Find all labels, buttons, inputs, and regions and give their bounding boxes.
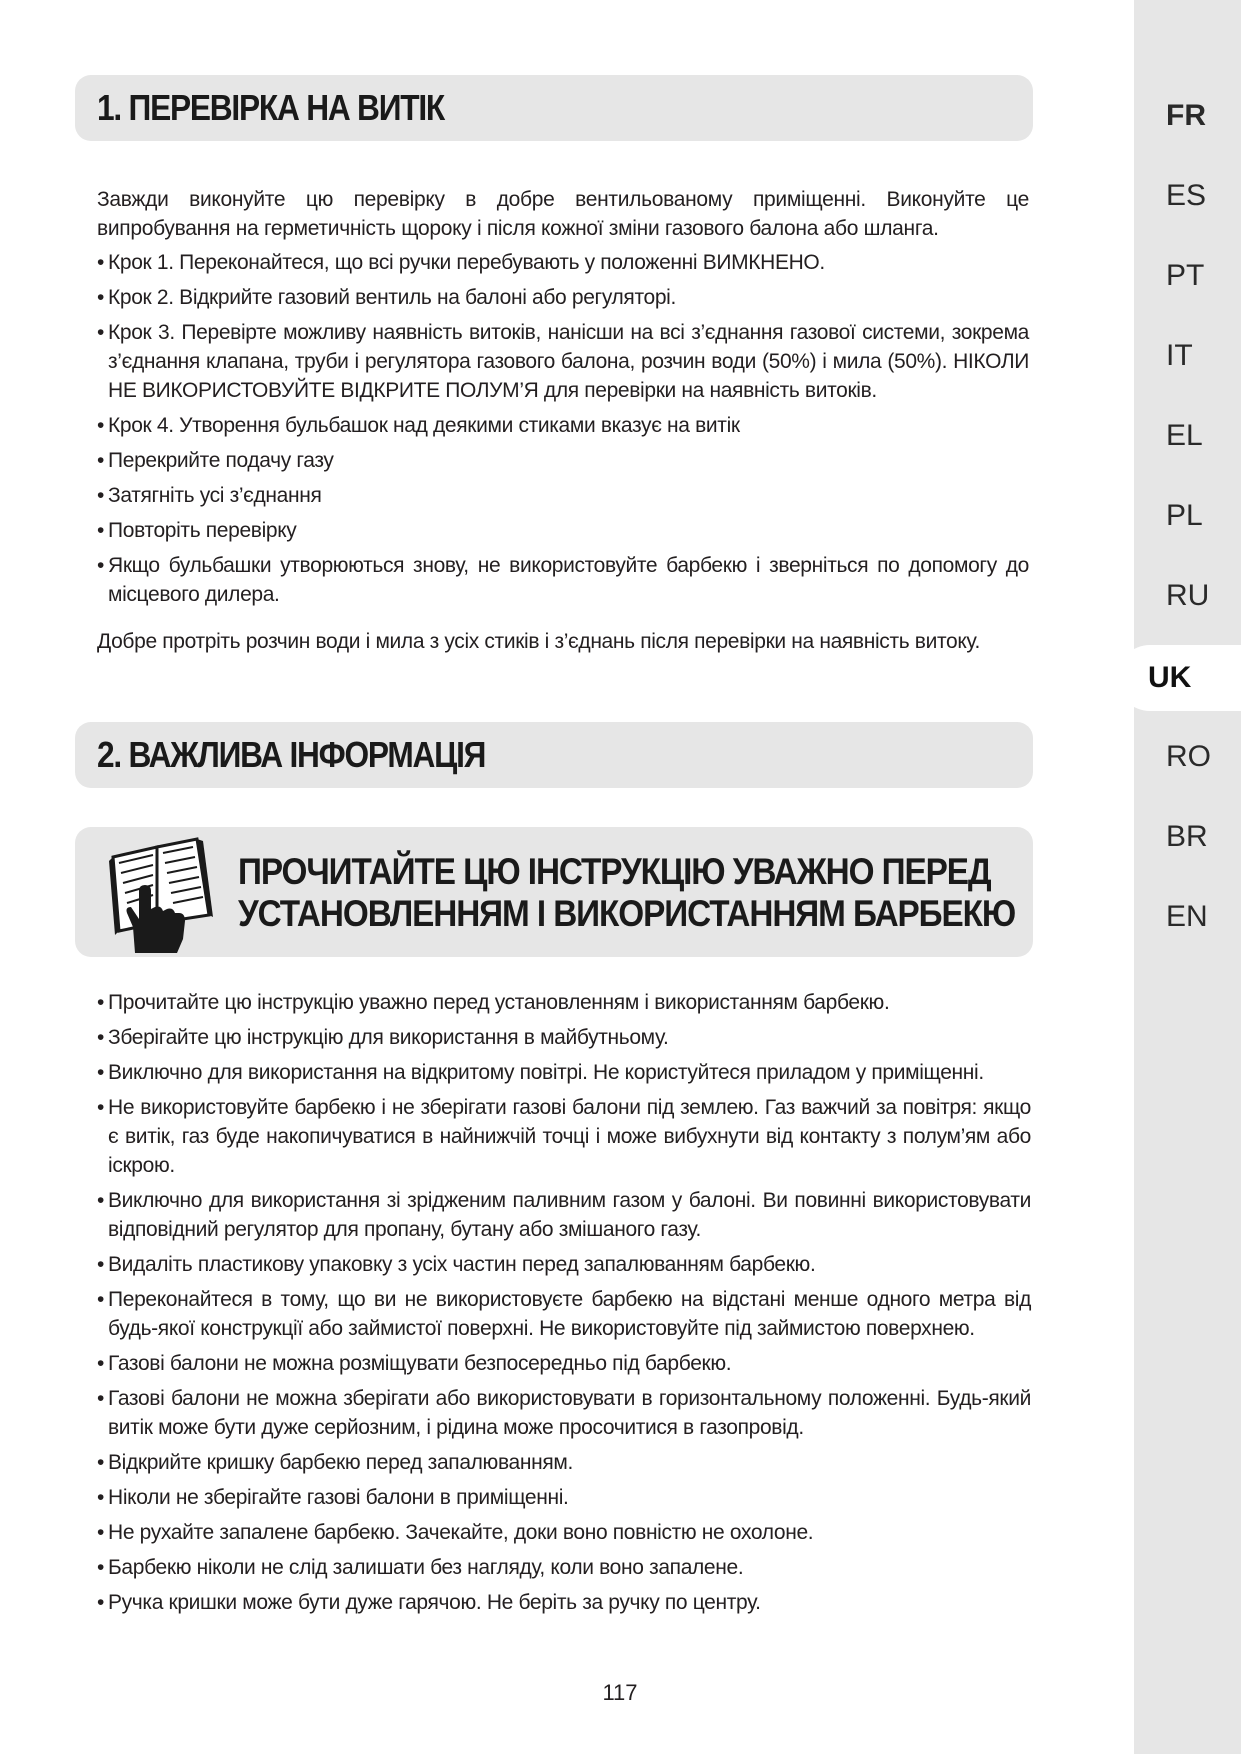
section-1-intro: Завжди виконуйте цю перевірку в добре вентильованому приміщенні. Виконуйте це випробування на герметичність щороку і після кожної зміни газового балона або шланга. xyxy=(97,188,1029,240)
banner-line-1: ПРОЧИТАЙТЕ ЦЮ ІНСТРУКЦІЮ УВАЖНО ПЕРЕД xyxy=(238,851,991,892)
list-item: • Крок 3. Перевірте можливу наявність витоків, нанісши на всі з’єднання газової системи, зокрема з’єднання клапана, труби і регулятора газового балона, розчин води (50%) і мила (50%). НІКОЛИ НЕ ВИКОРИСТОВУЙТЕ ВІДКРИТЕ ПОЛУМ’Я для перевірки на наявність витоків. xyxy=(97,318,1029,405)
list-item: • Переконайтеся в тому, що ви не використовуєте барбекю на відстані менше одного метра від будь-якої конструкції або займистої поверхні. Не використовуйте під займистою поверхнею. xyxy=(97,1285,1031,1343)
list-item: • Зберігайте цю інструкцію для використання в майбутньому. xyxy=(97,1023,1031,1052)
list-item: • Виключно для використання зі зрідженим паливним газом у балоні. Ви повинні використовувати відповідний регулятор для пропану, бутану або змішаного газу. xyxy=(97,1186,1031,1244)
lang-tab-el[interactable]: EL xyxy=(1166,419,1203,452)
section-2-title: 2. ВАЖЛИВА ІНФОРМАЦІЯ xyxy=(97,734,486,775)
lang-tab-ro[interactable]: RO xyxy=(1166,740,1211,773)
list-item: • Ніколи не зберігайте газові балони в приміщенні. xyxy=(97,1483,1031,1512)
section-2-body xyxy=(97,988,1031,1623)
lang-tab-pl[interactable]: PL xyxy=(1166,499,1203,532)
banner-line-2: УСТАНОВЛЕННЯМ І ВИКОРИСТАННЯМ БАРБЕКЮ xyxy=(238,893,1016,934)
leak-check-list xyxy=(97,248,1029,609)
lang-tab-uk[interactable]: UK xyxy=(1117,645,1241,711)
list-item: • Прочитайте цю інструкцію уважно перед установленням і використанням барбекю. xyxy=(97,988,1031,1017)
list-item: • Не використовуйте барбекю і не зберігати газові балони під землею. Газ важчий за повітря: якщо є витік, газ буде накопичуватися в найнижчій точці і може вибухнути від контакту з полум’ям або іскрою. xyxy=(97,1093,1031,1180)
read-instructions-banner xyxy=(75,827,1033,957)
list-item: • Барбекю ніколи не слід залишати без нагляду, коли воно запалене. xyxy=(97,1553,1031,1582)
section-1-title: 1. ПЕРЕВІРКА НА ВИТІК xyxy=(97,87,445,128)
lang-tab-it[interactable]: IT xyxy=(1166,339,1193,372)
lang-tab-br[interactable]: BR xyxy=(1166,820,1208,853)
lang-tab-ru[interactable]: RU xyxy=(1166,579,1210,612)
section-1-body xyxy=(97,185,1029,656)
lang-tab-es[interactable]: ES xyxy=(1166,179,1207,212)
section-1-outro: Добре протріть розчин води і мила з усіх стиків і з’єднань після перевірки на наявність витоку. xyxy=(97,630,980,653)
manual-book-icon xyxy=(105,835,215,953)
list-item: • Газові балони не можна зберігати або використовувати в горизонтальному положенні. Будь-який витік може бути дуже серйозним, і рідина може просочитися в газопровід. xyxy=(97,1384,1031,1442)
lang-tab-pt[interactable]: PT xyxy=(1166,259,1205,292)
list-item: • Виключно для використання на відкритому повітрі. Не користуйтеся приладом у приміщенні. xyxy=(97,1058,1031,1087)
list-item: • Повторіть перевірку xyxy=(97,516,1029,545)
list-item: • Перекрийте подачу газу xyxy=(97,446,1029,475)
safety-info-list xyxy=(97,988,1031,1617)
section-2-heading xyxy=(75,722,1033,788)
page-number: 117 xyxy=(602,1680,638,1705)
list-item: • Якщо бульбашки утворюються знову, не використовуйте барбекю і зверніться по допомогу до місцевого дилера. xyxy=(97,551,1029,609)
list-item: • Видаліть пластикову упаковку з усіх частин перед запалюванням барбекю. xyxy=(97,1250,1031,1279)
list-item: • Не рухайте запалене барбекю. Зачекайте, доки воно повністю не охолоне. xyxy=(97,1518,1031,1547)
list-item: • Крок 2. Відкрийте газовий вентиль на балоні або регуляторі. xyxy=(97,283,1029,312)
section-1-heading xyxy=(75,75,1033,141)
list-item: • Ручка кришки може бути дуже гарячою. Не беріть за ручку по центру. xyxy=(97,1588,1031,1617)
lang-tab-en[interactable]: EN xyxy=(1166,900,1208,933)
list-item: • Крок 4. Утворення бульбашок над деякими стиками вказує на витік xyxy=(97,411,1029,440)
lang-tab-fr[interactable]: FR xyxy=(1166,99,1206,132)
list-item: • Відкрийте кришку барбекю перед запалюванням. xyxy=(97,1448,1031,1477)
list-item: • Газові балони не можна розміщувати безпосередньо під барбекю. xyxy=(97,1349,1031,1378)
list-item: • Крок 1. Переконайтеся, що всі ручки перебувають у положенні ВИМКНЕНО. xyxy=(97,248,1029,277)
banner-title xyxy=(238,851,1016,935)
language-sidebar xyxy=(1134,0,1241,1754)
list-item: • Затягніть усі з’єднання xyxy=(97,481,1029,510)
